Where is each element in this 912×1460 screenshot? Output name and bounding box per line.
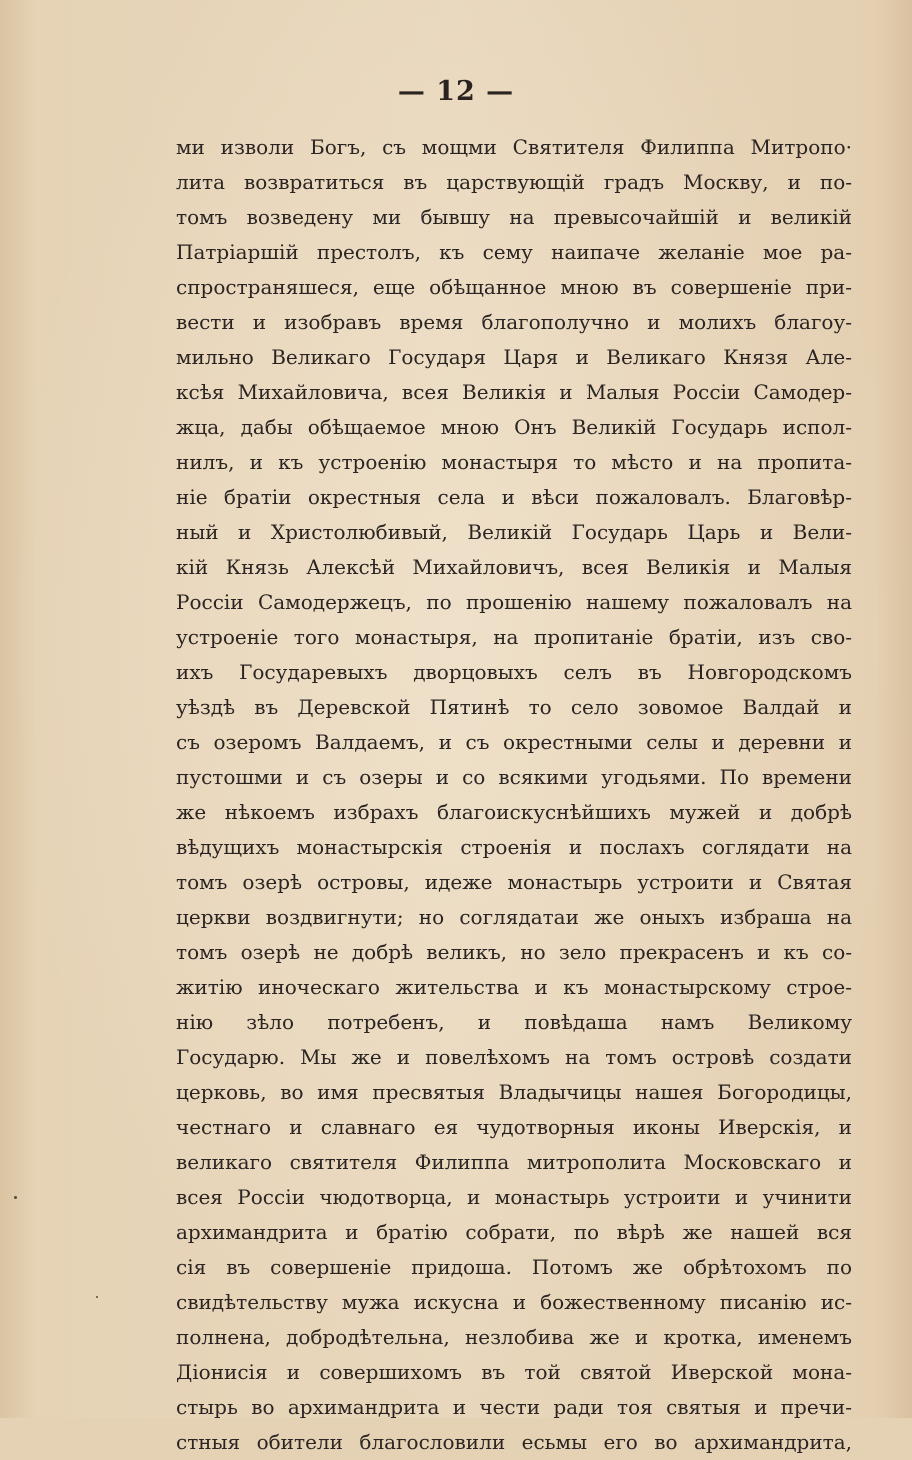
- text-line: вести и изобравъ время благополучно и молихъ благоу-: [176, 310, 852, 334]
- text-line: же нѣкоемъ избрахъ благоискуснѣйшихъ мужей и добрѣ: [176, 800, 852, 824]
- text-block: [176, 130, 852, 1460]
- page-number: — 12 —: [397, 76, 515, 107]
- text-line: ихъ Государевыхъ дворцовыхъ селъ въ Новгородскомъ: [176, 660, 852, 684]
- text-line: томъ озерѣ островы, идеже монастырь устроити и Святая: [176, 870, 852, 894]
- text-line: ксѣя Михайловича, всея Великія и Малыя Россіи Самодер-: [176, 380, 852, 404]
- text-line: свидѣтельству мужа искусна и божественному писанію ис-: [176, 1290, 852, 1314]
- text-line: церкви воздвигнути; но соглядатаи же оныхъ избраша на: [176, 905, 852, 929]
- text-line: нилъ, и къ устроенію монастыря то мѣсто и на пропита-: [176, 450, 852, 474]
- text-line: всея Россіи чюдотворца, и монастырь устроити и учинити: [176, 1185, 852, 1209]
- text-line: Патріаршій престолъ, къ сему наипаче желаніе мое ра-: [176, 240, 852, 264]
- text-line: полнена, добродѣтельна, незлобива же и кротка, именемъ: [176, 1325, 852, 1349]
- text-line: пустошми и съ озеры и со всякими угодьями. По времени: [176, 765, 852, 789]
- text-line: архимандрита и братію собрати, по вѣрѣ же нашей вся: [176, 1220, 852, 1244]
- text-line: кій Князь Алексѣй Михайловичъ, всея Великія и Малыя: [176, 555, 852, 579]
- text-line: лита возвратиться въ царствующій градъ Москву, и по-: [176, 170, 852, 194]
- text-line: честнаго и славнаго ея чудотворныя иконы Иверскія, и: [176, 1115, 852, 1139]
- text-line: стныя обители благословили есьмы его во архимандрита,: [176, 1430, 852, 1454]
- text-line: сія въ совершеніе придоша. Потомъ же обрѣтохомъ по: [176, 1255, 852, 1279]
- paper-speck: [14, 1196, 17, 1199]
- text-line: съ озеромъ Валдаемъ, и съ окрестными селы и деревни и: [176, 730, 852, 754]
- text-line: томъ озерѣ не добрѣ великъ, но зело прекрасенъ и къ со-: [176, 940, 852, 964]
- text-line: нію зѣло потребенъ, и повѣдаша намъ Великому: [176, 1010, 852, 1034]
- text-line: уѣздѣ въ Деревской Пятинѣ то село зовомое Валдай и: [176, 695, 852, 719]
- text-line: стырь во архимандрита и чести ради тоя святыя и пречи-: [176, 1395, 852, 1419]
- text-line: спространяшеся, еще обѣщанное мною въ совершеніе при-: [176, 275, 852, 299]
- text-line: ніе братіи окрестныя села и вѣси пожаловалъ. Благовѣр-: [176, 485, 852, 509]
- text-line: томъ возведену ми бывшу на превысочайшій и великій: [176, 205, 852, 229]
- text-line: Россіи Самодержецъ, по прошенію нашему пожаловалъ на: [176, 590, 852, 614]
- text-line: ми изволи Богъ, съ мощми Святителя Филиппа Митропо·: [176, 135, 852, 159]
- text-line: Государю. Мы же и повелѣхомъ на томъ островѣ создати: [176, 1045, 852, 1069]
- text-line: великаго святителя Филиппа митрополита Московскаго и: [176, 1150, 852, 1174]
- paper-speck: [96, 1296, 98, 1298]
- text-line: ный и Христолюбивый, Великій Государь Царь и Вели-: [176, 520, 852, 544]
- text-line: вѣдущихъ монастырскія строенія и послахъ соглядати на: [176, 835, 852, 859]
- text-line: мильно Великаго Государя Царя и Великаго Князя Але-: [176, 345, 852, 369]
- text-line: житію иноческаго жительства и къ монастырскому строе-: [176, 975, 852, 999]
- text-line: Діонисія и совершихомъ въ той святой Иверской мона-: [176, 1360, 852, 1384]
- text-line: устроеніе того монастыря, на пропитаніе братіи, изъ сво-: [176, 625, 852, 649]
- text-line: жца, дабы обѣщаемое мною Онъ Великій Государь испол-: [176, 415, 852, 439]
- text-line: церковь, во имя пресвятыя Владычицы нашея Богородицы,: [176, 1080, 852, 1104]
